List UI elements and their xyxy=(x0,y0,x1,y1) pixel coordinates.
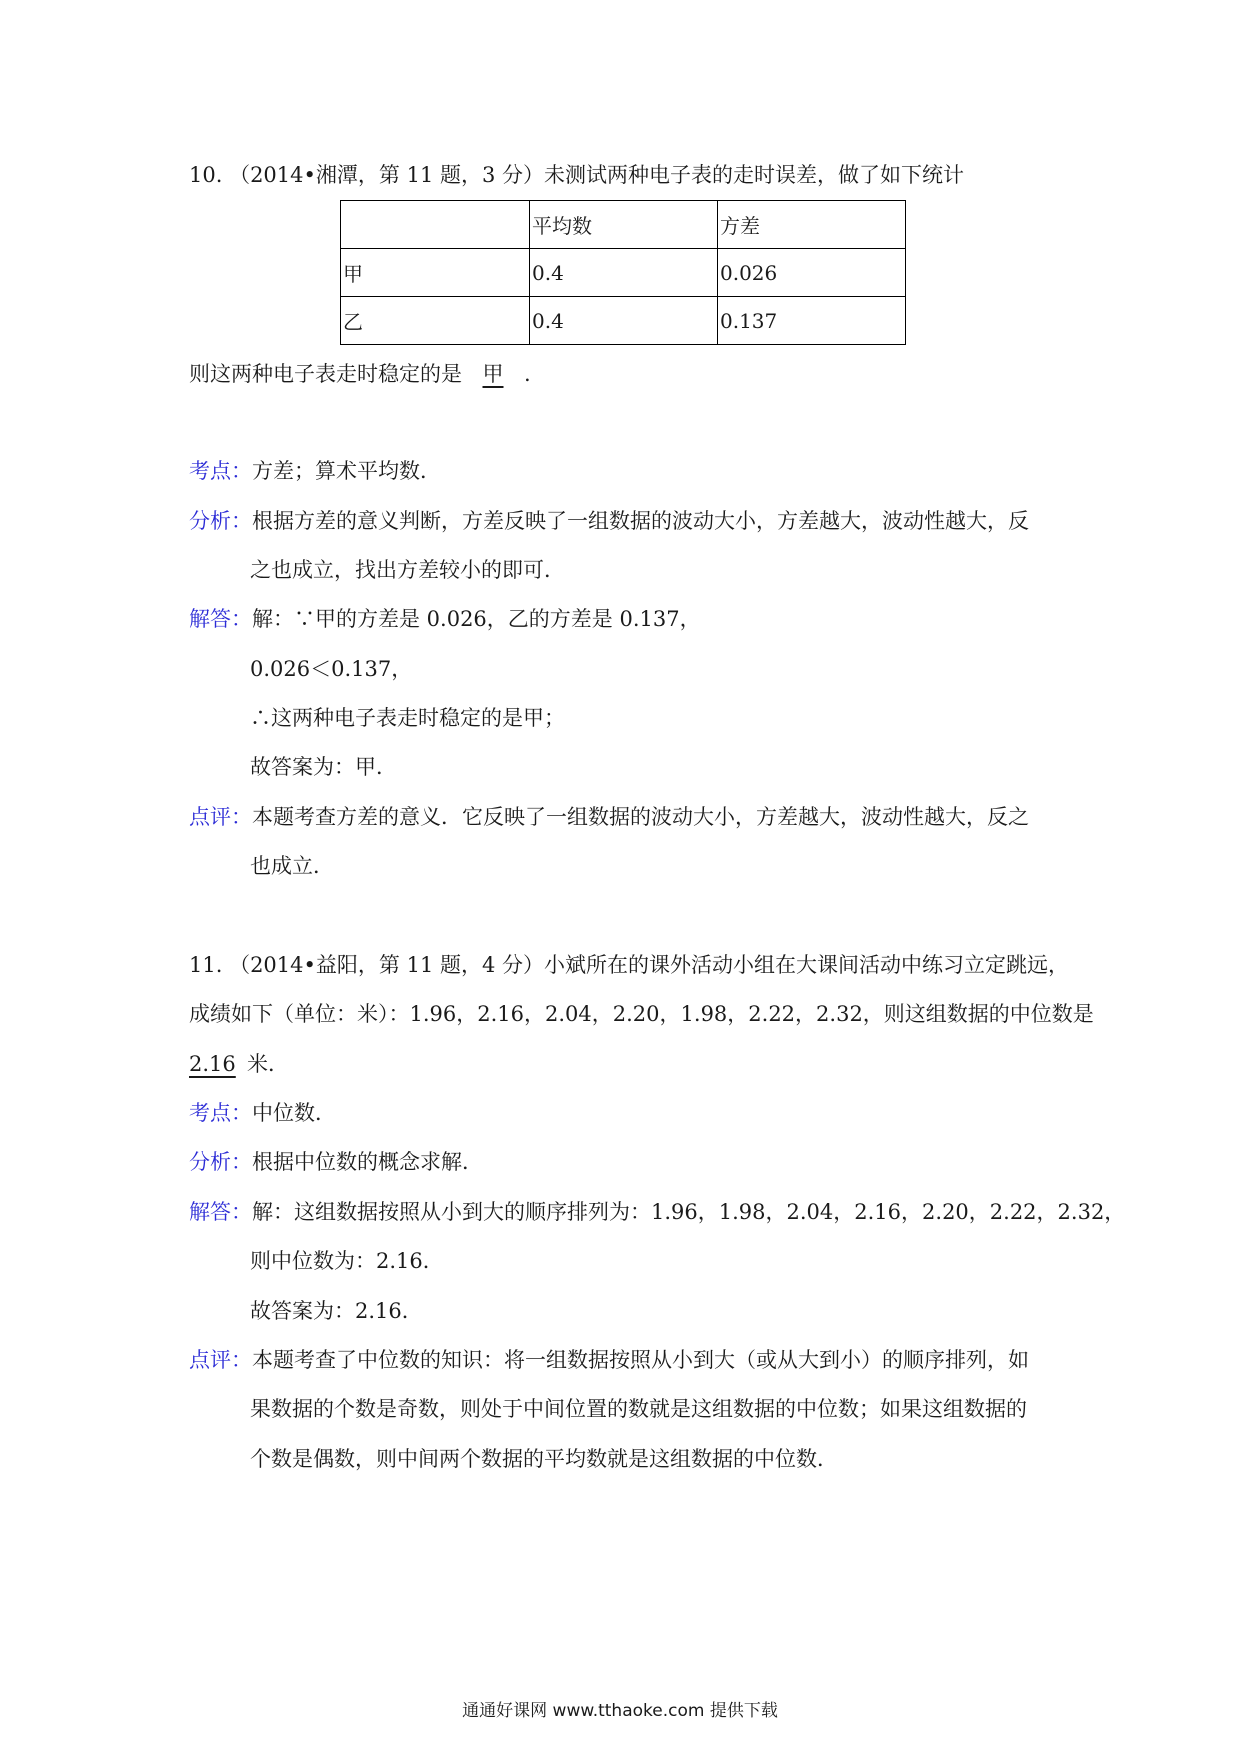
jieda-label: 解答： xyxy=(189,607,252,631)
q10-dianping xyxy=(189,802,1029,832)
q10-fenxi xyxy=(189,506,1029,536)
q10-stem: 10. （2014•湘潭，第 11 题，3 分）未测试两种电子表的走时误差，做了如下统计 xyxy=(189,163,965,187)
jieda-text: 解：∵甲的方差是 0.026，乙的方差是 0.137， xyxy=(252,607,701,631)
q10-jieda xyxy=(189,604,701,634)
fenxi-label: 分析： xyxy=(189,509,252,533)
variance-table xyxy=(340,200,906,345)
dianping-text: 本题考查方差的意义．它反映了一组数据的波动大小，方差越大，波动性越大，反之 xyxy=(252,805,1029,829)
q11-answer-suffix: 米． xyxy=(247,1052,289,1076)
q10-jieda-line: 0.026＜0.137， xyxy=(250,657,413,681)
q11-jieda-line: 则中位数为：2.16． xyxy=(250,1249,444,1273)
q11-jieda-line: 故答案为：2.16． xyxy=(250,1299,423,1323)
q11-fenxi xyxy=(189,1147,483,1177)
q10-kaodian xyxy=(189,456,441,486)
table-row xyxy=(341,249,906,297)
q10-fenxi-cont: 之也成立，找出方差较小的即可． xyxy=(250,558,565,582)
table-cell: 0.026 xyxy=(718,249,906,297)
q10-jieda-line: ∴这两种电子表走时稳定的是甲； xyxy=(250,706,565,730)
jieda-label: 解答： xyxy=(189,1200,252,1224)
kaodian-text: 方差；算术平均数． xyxy=(252,459,441,483)
table-header-cell: 平均数 xyxy=(530,201,718,249)
fenxi-label: 分析： xyxy=(189,1150,252,1174)
table-cell: 0.4 xyxy=(530,249,718,297)
kaodian-text: 中位数． xyxy=(252,1101,336,1125)
table-cell: 乙 xyxy=(341,297,530,345)
q11-answer-line xyxy=(189,1049,289,1079)
dianping-label: 点评： xyxy=(189,805,252,829)
table-row xyxy=(341,297,906,345)
table-cell: 0.137 xyxy=(718,297,906,345)
q11-stem: 11. （2014•益阳，第 11 题，4 分）小斌所在的课外活动小组在大课间活动中练习立定跳远， xyxy=(189,953,1070,977)
q10-jieda-line: 故答案为：甲． xyxy=(250,755,397,779)
q11-stem-cont: 成绩如下（单位：米）：1.96，2.16，2.04，2.20，1.98，2.22，2.32，则这组数据的中位数是 xyxy=(189,1002,1094,1026)
q11-answer-blank: 2.16 xyxy=(189,1052,236,1076)
jieda-text: 解：这组数据按照从小到大的顺序排列为：1.96，1.98，2.04，2.16，2.20，2.22，2.32， xyxy=(252,1200,1126,1224)
q11-jieda xyxy=(189,1197,1125,1227)
q10-question-suffix: . xyxy=(524,362,531,386)
table-header-row xyxy=(341,201,906,249)
q10-answer-blank: 甲 xyxy=(482,362,504,386)
table-cell: 甲 xyxy=(341,249,530,297)
q10-question-prefix: 则这两种电子表走时稳定的是 xyxy=(189,362,462,386)
q11-dianping xyxy=(189,1345,1029,1375)
q11-kaodian xyxy=(189,1098,336,1128)
fenxi-text: 根据方差的意义判断，方差反映了一组数据的波动大小，方差越大，波动性越大，反 xyxy=(252,509,1029,533)
q11-dianping-cont: 果数据的个数是奇数，则处于中间位置的数就是这组数据的中位数；如果这组数据的 xyxy=(250,1397,1027,1421)
dianping-label: 点评： xyxy=(189,1348,252,1372)
page-footer: 通通好课网 www.tthaoke.com 提供下载 xyxy=(462,1701,778,1721)
kaodian-label: 考点： xyxy=(189,459,252,483)
table-header-cell xyxy=(341,201,530,249)
fenxi-text: 根据中位数的概念求解． xyxy=(252,1150,483,1174)
q10-question xyxy=(189,359,531,389)
table-header-cell: 方差 xyxy=(718,201,906,249)
table-cell: 0.4 xyxy=(530,297,718,345)
kaodian-label: 考点： xyxy=(189,1101,252,1125)
q11-dianping-cont: 个数是偶数，则中间两个数据的平均数就是这组数据的中位数． xyxy=(250,1447,838,1471)
dianping-text: 本题考查了中位数的知识：将一组数据按照从小到大（或从大到小）的顺序排列，如 xyxy=(252,1348,1029,1372)
q10-dianping-cont: 也成立． xyxy=(250,854,334,878)
